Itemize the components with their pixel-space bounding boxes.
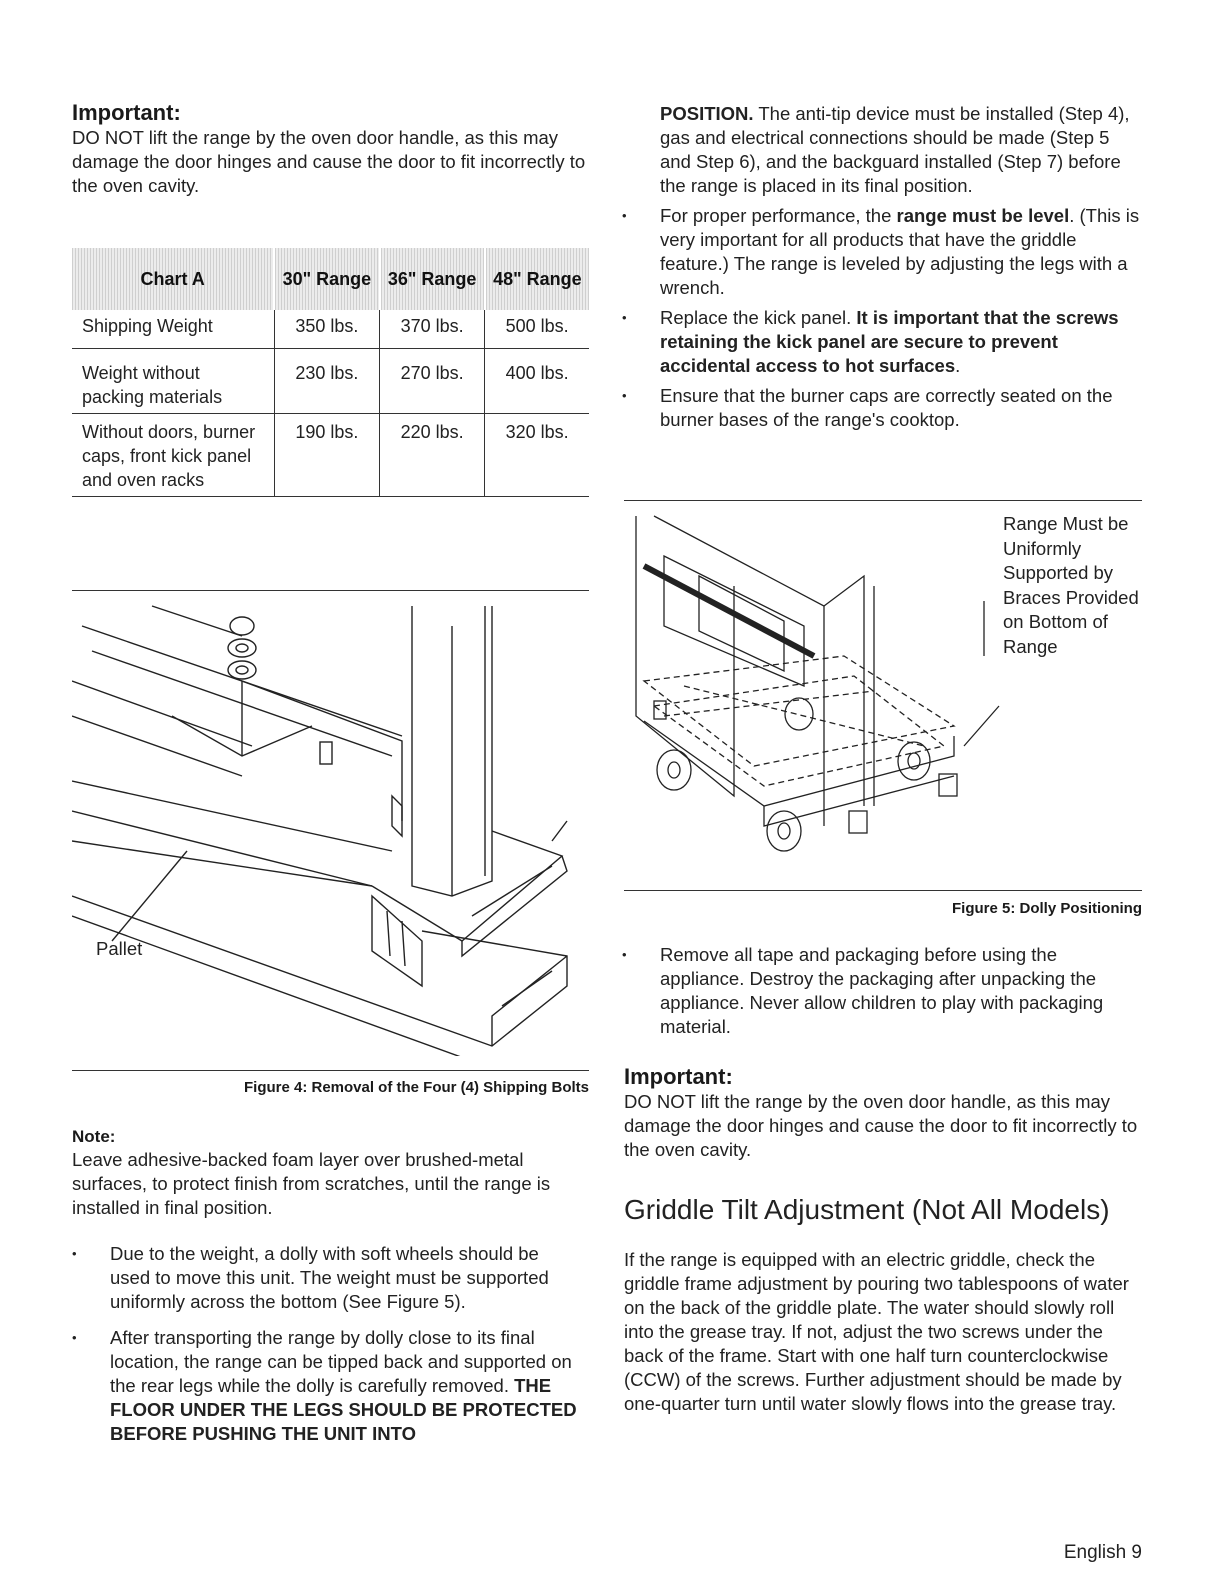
important-heading: Important:	[624, 1064, 733, 1089]
row-value: 400 lbs.	[485, 349, 589, 414]
pallet-label: Pallet	[96, 938, 143, 959]
position-bold: POSITION.	[660, 103, 754, 124]
page-number: English 9	[1063, 1542, 1142, 1563]
griddle-section	[624, 1194, 1164, 1416]
list-item	[622, 306, 1144, 378]
note-heading: Note:	[72, 1127, 116, 1146]
row-label: Without doors, burner caps, front kick panel and oven racks	[72, 414, 274, 497]
bullet-bold-text: range must be level	[896, 205, 1070, 226]
row-label: Weight without packing materials	[72, 349, 274, 414]
position-paragraph	[660, 102, 1142, 198]
figure5-top-rule	[624, 500, 1142, 501]
bullet-text: Ensure that the burner caps are correctly seated on the burner bases of the range's cooktop.	[660, 385, 1113, 430]
bullet-bold-text: THE FLOOR UNDER THE LEGS SHOULD BE PROTECTED BEFORE PUSHING THE UNIT INTO	[110, 1375, 577, 1444]
row-value: 370 lbs.	[380, 310, 485, 349]
chart-header-row	[72, 248, 589, 310]
important-text: DO NOT lift the range by the oven door handle, as this may damage the door hinges and cause the door to fit incorrectly to the oven cavity.	[72, 127, 586, 196]
figure5-label: Range Must be Uniformly Supported by Braces Provided on Bottom of Range	[1003, 513, 1139, 657]
bullet-text: For proper performance, the	[660, 205, 892, 226]
bullet-text: After transporting the range by dolly close to its final location, the range can be tipped back and supported on the rear legs while the dolly is carefully removed.	[110, 1327, 572, 1396]
table-row	[72, 414, 589, 497]
left-bullet-list	[72, 1242, 582, 1458]
bullet-text: .	[955, 355, 961, 376]
figure5-illustration	[624, 506, 1004, 856]
row-value: 320 lbs.	[485, 414, 589, 497]
figure4-top-rule	[72, 590, 589, 591]
important-text: DO NOT lift the range by the oven door handle, as this may damage the door hinges and cause the door to fit incorrectly to the oven cavity.	[624, 1091, 1138, 1160]
chart-header-title: Chart A	[72, 248, 274, 310]
row-value: 350 lbs.	[274, 310, 379, 349]
important-heading: Important:	[72, 100, 181, 125]
figure4-caption: Figure 4: Removal of the Four (4) Shipping Bolts	[243, 1079, 589, 1096]
chart-header-48: 48" Range	[485, 248, 589, 310]
table-row	[72, 349, 589, 414]
tape-bullet-list	[622, 943, 1144, 1051]
row-value: 190 lbs.	[274, 414, 379, 497]
table-row	[72, 310, 589, 349]
griddle-heading: Griddle Tilt Adjustment (Not All Models)	[624, 1194, 1110, 1225]
figure5-caption: Figure 5: Dolly Positioning	[951, 900, 1142, 917]
important-block-1	[72, 100, 592, 198]
bullet-text: Remove all tape and packaging before using the appliance. Destroy the packaging after unpacking the appliance. Never allow children to play with packaging material.	[660, 944, 1104, 1037]
note-text: Leave adhesive-backed foam layer over brushed-metal surfaces, to protect finish from scratches, until the range is installed in final position.	[72, 1149, 551, 1218]
row-label: Shipping Weight	[72, 310, 274, 349]
position-text: The anti-tip device must be installed (Step 4), gas and electrical connections should be made (Step 5 and Step 6), and the backguard installed (Step 7) before the range is placed in its final position.	[660, 103, 1130, 196]
important-block-2	[624, 1064, 1144, 1162]
note-block	[72, 1126, 592, 1220]
griddle-text: If the range is equipped with an electric griddle, check the griddle frame adjustment by pouring two tablespoons of water on the back of the griddle plate. The water should slowly roll into the grease tray. If not, adjust the two screws under the back of the frame. Start with one half turn counterclockwise (CCW) of the screws. Further adjustment should be made by one-quarter turn until water slowly flows into the grease tray.	[624, 1249, 1129, 1414]
right-bullet-list	[622, 204, 1144, 444]
row-value: 220 lbs.	[380, 414, 485, 497]
bullet-text: Due to the weight, a dolly with soft wheels should be used to move this unit. The weight must be supported uniformly across the bottom (See Figure 5).	[110, 1243, 549, 1312]
figure4-bottom-rule	[72, 1070, 589, 1071]
chart-a-table	[72, 248, 589, 497]
row-value: 230 lbs.	[274, 349, 379, 414]
list-item	[622, 943, 1144, 1039]
bullet-bold-text: It is important that the screws retaining the kick panel are secure to prevent accidental access to hot surfaces	[660, 307, 1119, 376]
row-value: 270 lbs.	[380, 349, 485, 414]
list-item	[622, 204, 1144, 300]
bullet-text: Replace the kick panel.	[660, 307, 852, 328]
list-item	[72, 1326, 582, 1446]
bullet-text: . (This is very important for all products that have the griddle feature.) The range is leveled by adjusting the legs with a wrench.	[660, 205, 1140, 298]
chart-header-30: 30" Range	[274, 248, 379, 310]
list-item	[72, 1242, 582, 1314]
row-value: 500 lbs.	[485, 310, 589, 349]
figure5-bottom-rule	[624, 890, 1142, 891]
chart-header-36: 36" Range	[380, 248, 485, 310]
figure4-illustration	[72, 596, 592, 1056]
list-item	[622, 384, 1144, 432]
